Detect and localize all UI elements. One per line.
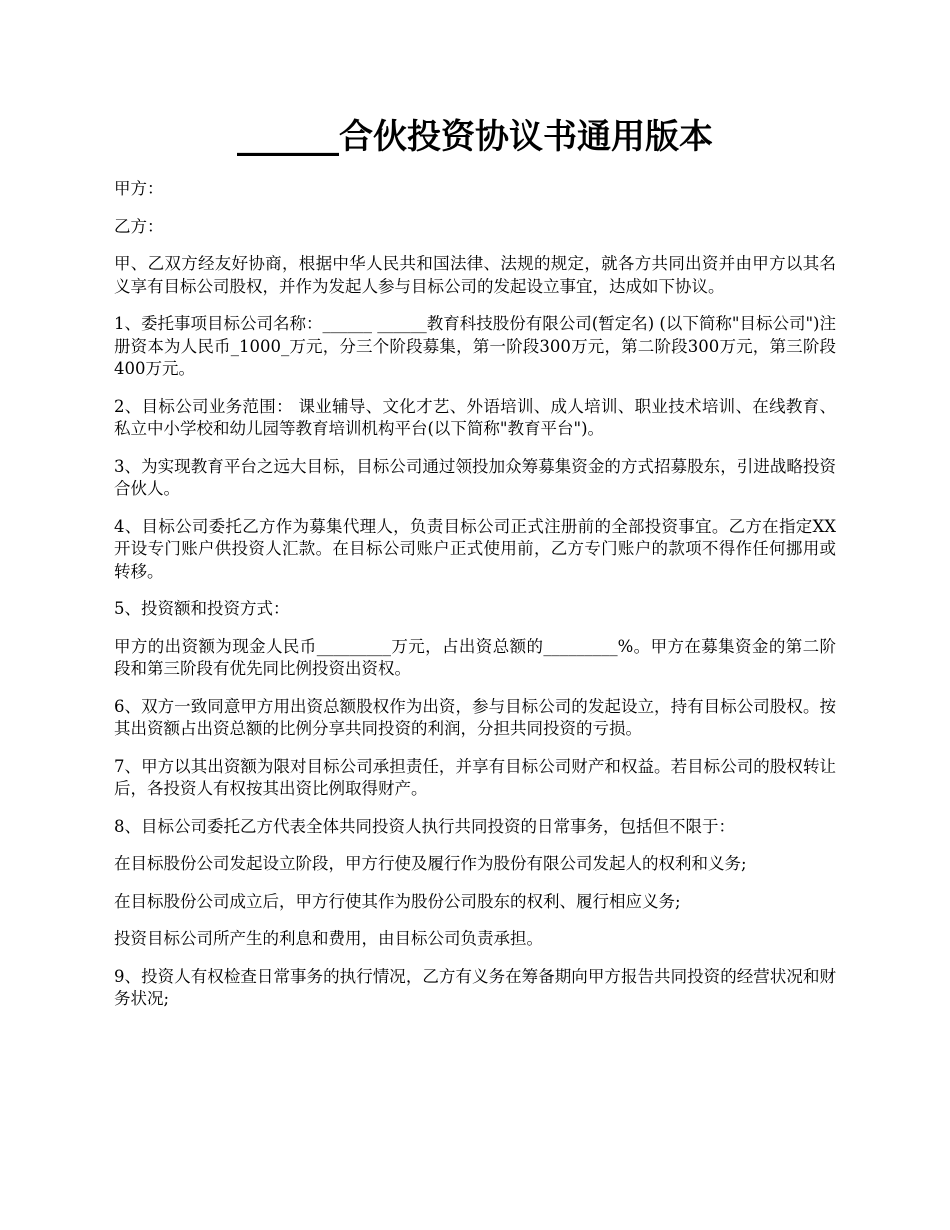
clause-8: 8、目标公司委托乙方代表全体共同投资人执行共同投资的日常事务，包括但不限于： bbox=[114, 816, 735, 836]
clause-5-detail: 甲方的出资额为现金人民币_________万元，占出资总额的_________%。甲方在募集资金的第二阶段和第三阶段有优先同比例投资出资权。 bbox=[114, 636, 836, 678]
clause-3: 3、为实现教育平台之远大目标，目标公司通过领投加众筹募集资金的方式招募股东，引进战略投资合伙人。 bbox=[114, 456, 836, 498]
clause-8-item-2: 在目标股份公司成立后，甲方行使其作为股份公司股东的权利、履行相应义务; bbox=[114, 891, 681, 911]
clause-1: 1、委托事项目标公司名称：______ ______教育科技股份有限公司(暂定名) (以下简称"目标公司")注册资本为人民币_1000_万元，分三个阶段募集，第一阶段300万元，第二阶段300万元，第三阶段400万元。 bbox=[114, 314, 836, 378]
clause-2: 2、目标公司业务范围： 课业辅导、文化才艺、外语培训、成人培训、职业技术培训、在线教育、私立中小学校和幼儿园等教育培训机构平台(以下简称"教育平台")。 bbox=[114, 396, 836, 438]
party-b-line: 乙方： bbox=[114, 216, 164, 236]
document-body bbox=[114, 178, 836, 1026]
clause-9: 9、投资人有权检查日常事务的执行情况，乙方有义务在筹备期向甲方报告共同投资的经营状况和财务状况; bbox=[114, 966, 836, 1008]
clause-8-item-1: 在目标股份公司发起设立阶段，甲方行使及履行作为股份有限公司发起人的权利和义务; bbox=[114, 854, 747, 873]
preamble-paragraph: 甲、乙双方经友好协商，根据中华人民共和国法律、法规的规定，就各方共同出资并由甲方以其名义享有目标公司股权，并作为发起人参与目标公司的发起设立事宜，达成如下协议。 bbox=[114, 254, 836, 296]
clause-5-heading: 5、投资额和投资方式： bbox=[114, 599, 290, 618]
document-title: ______合伙投资协议书通用版本 bbox=[237, 117, 713, 157]
clause-8-item-3: 投资目标公司所产生的利息和费用，由目标公司负责承担。 bbox=[114, 929, 543, 948]
party-a-line: 甲方： bbox=[114, 179, 164, 198]
clause-4: 4、目标公司委托乙方作为募集代理人，负责目标公司正式注册前的全部投资事宜。乙方在指定XX开设专门账户供投资人汇款。在目标公司账户正式使用前，乙方专门账户的款项不得作任何挪用或转移。 bbox=[114, 516, 836, 581]
clause-7: 7、甲方以其出资额为限对目标公司承担责任，并享有目标公司财产和权益。若目标公司的股权转让后，各投资人有权按其出资比例取得财产。 bbox=[114, 756, 836, 798]
clause-6: 6、双方一致同意甲方用出资总额股权作为出资，参与目标公司的发起设立，持有目标公司股权。按其出资额占出资总额的比例分享共同投资的利润，分担共同投资的亏损。 bbox=[114, 696, 836, 738]
